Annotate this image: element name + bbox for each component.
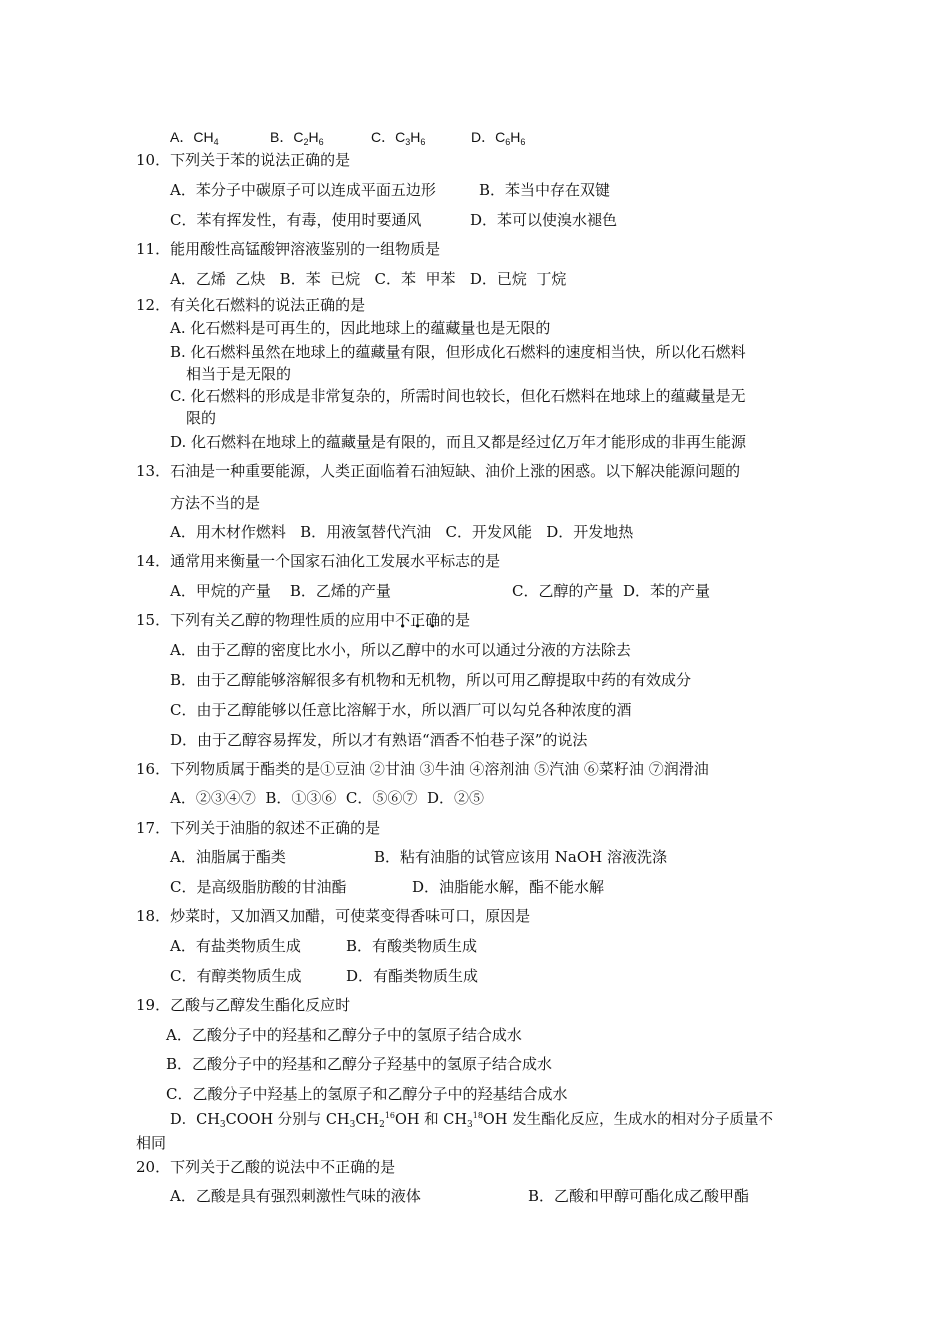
q18-stem: 18．炒菜时，又加酒又加醋，可使菜变得香味可口，原因是 bbox=[136, 907, 531, 925]
q14-options-ab: A．甲烷的产量 B．乙烯的产量 bbox=[170, 582, 391, 600]
q19-stem: 19．乙酸与乙醇发生酯化反应时 bbox=[136, 996, 351, 1014]
q14-options-cd: C．乙醇的产量 D．苯的产量 bbox=[512, 582, 711, 600]
q19-option-d: D．$CH_3COOH$ 分别与 $CH_3CH_2^{16}OH$ 和 $CH_3^{18}OH$ 发生酯化反应，生成水的相对分子质量不 bbox=[170, 1111, 774, 1130]
q19-option-c: C．乙酸分子中羟基上的氢原子和乙醇分子中的羟基结合成水 bbox=[166, 1085, 568, 1103]
q18-option-d: D．有酯类物质生成 bbox=[346, 967, 479, 985]
q17-option-b: B．粘有油脂的试管应该用 NaOH 溶液洗涤 bbox=[374, 848, 668, 866]
q12-option-b: B. 化石燃料虽然在地球上的蕴藏量有限，但形成化石燃料的速度相当快，所以化石燃料 bbox=[170, 343, 746, 361]
q9-option-c: C．$C_3H_6$ bbox=[371, 129, 426, 147]
q10-option-a: A．苯分子中碳原子可以连成平面五边形 bbox=[170, 181, 436, 199]
q15-option-c: C．由于乙醇能够以任意比溶解于水，所以酒厂可以勾兑各种浓度的酒 bbox=[170, 701, 632, 719]
q10-option-d: D．苯可以使溴水褪色 bbox=[470, 211, 618, 229]
q9-option-a: A．$CH_4$ bbox=[170, 129, 219, 147]
q13-options: A．用木材作燃料 B．用液氢替代汽油 C．开发风能 D．开发地热 bbox=[170, 523, 634, 541]
q10-option-c: C．苯有挥发性，有毒，使用时要通风 bbox=[170, 211, 422, 229]
q13-stem-cont: 方法不当的是 bbox=[170, 494, 261, 512]
q18-option-a: A．有盐类物质生成 bbox=[170, 937, 301, 955]
q18-option-b: B．有酸类物质生成 bbox=[346, 937, 478, 955]
q10-option-b: B．苯当中存在双键 bbox=[479, 181, 611, 199]
q17-option-d: D．油脂能水解，酯不能水解 bbox=[412, 878, 605, 896]
q17-option-a: A．油脂属于酯类 bbox=[170, 848, 286, 866]
q20-stem: 20．下列关于乙酸的说法中不正确的是 bbox=[136, 1158, 396, 1176]
q19-option-b: B．乙酸分子中的羟基和乙醇分子羟基中的氢原子结合成水 bbox=[166, 1055, 553, 1073]
q12-stem: 12．有关化石燃料的说法正确的是 bbox=[136, 296, 366, 314]
q17-option-c: C．是高级脂肪酸的甘油酯 bbox=[170, 878, 347, 896]
q12-option-a: A. 化石燃料是可再生的，因此地球上的蕴藏量也是无限的 bbox=[170, 319, 551, 337]
q14-stem: 14．通常用来衡量一个国家石油化工发展水平标志的是 bbox=[136, 552, 501, 570]
q12-option-d: D. 化石燃料在地球上的蕴藏量是有限的，而且又都是经过亿万年才能形成的非再生能源 bbox=[170, 433, 747, 451]
q12-option-b-cont: 相当于是无限的 bbox=[186, 365, 292, 383]
q15-option-d: D．由于乙醇容易挥发，所以才有熟语“酒香不怕巷子深”的说法 bbox=[170, 731, 588, 749]
q12-option-c-cont: 限的 bbox=[186, 409, 217, 427]
q20-option-a: A．乙酸是具有强烈刺激性气味的液体 bbox=[170, 1187, 421, 1205]
q17-stem: 17．下列关于油脂的叙述不正确的是 bbox=[136, 819, 381, 837]
q11-stem: 11．能用酸性高锰酸钾溶液鉴别的一组物质是 bbox=[136, 240, 441, 258]
q19-option-a: A．乙酸分子中的羟基和乙醇分子中的氢原子结合成水 bbox=[166, 1026, 522, 1044]
q12-option-c: C. 化石燃料的形成是非常复杂的，所需时间也较长，但化石燃料在地球上的蕴藏量是无 bbox=[170, 387, 746, 405]
q15-option-b: B．由于乙醇能够溶解很多有机物和无机物，所以可用乙醇提取中药的有效成分 bbox=[170, 671, 692, 689]
q19-option-d-cont: 相同 bbox=[136, 1134, 167, 1152]
q16-options: A．②③④⑦ B．①③⑥ C．⑤⑥⑦ D．②⑤ bbox=[170, 789, 484, 807]
q9-option-d: D．$C_6H_6$ bbox=[471, 129, 526, 147]
q20-option-b: B．乙酸和甲醇可酯化成乙酸甲酯 bbox=[528, 1187, 750, 1205]
q18-option-c: C．有醇类物质生成 bbox=[170, 967, 302, 985]
q11-options: A．乙烯 乙炔 B．苯 已烷 C．苯 甲苯 D．已烷 丁烷 bbox=[170, 270, 567, 288]
q9-option-b: B．$C_2H_6$ bbox=[270, 129, 324, 147]
q15-option-a: A．由于乙醇的密度比水小，所以乙醇中的水可以通过分液的方法除去 bbox=[170, 641, 631, 659]
q13-stem: 13．石油是一种重要能源，人类正面临着石油短缺、油价上涨的困惑。以下解决能源问题的 bbox=[136, 462, 741, 480]
q15-stem: 15．下列有关乙醇的物理性质的应用中不正确的是 bbox=[136, 611, 471, 629]
q16-stem: 16．下列物质属于酯类的是①豆油 ②甘油 ③牛油 ④溶剂油 ⑤汽油 ⑥菜籽油 ⑦润滑油 bbox=[136, 760, 709, 778]
q10-stem: 10．下列关于苯的说法正确的是 bbox=[136, 151, 351, 169]
